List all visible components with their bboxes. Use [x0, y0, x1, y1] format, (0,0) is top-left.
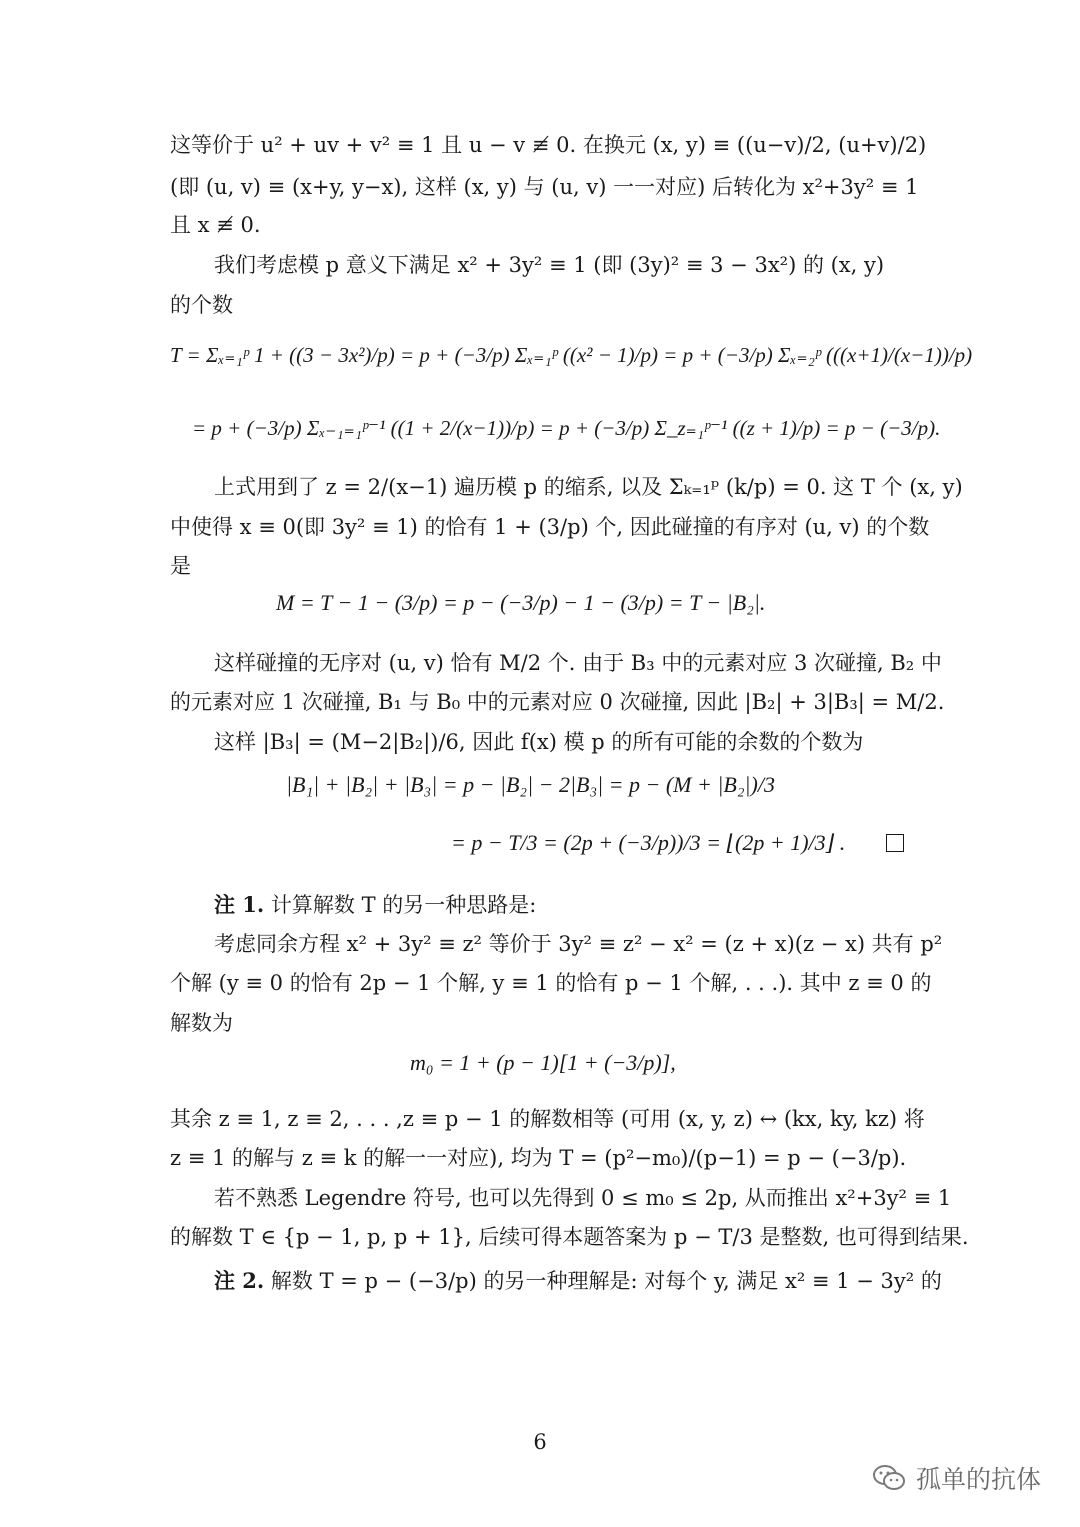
note-2-label: 注 2.	[214, 1268, 265, 1293]
paragraph-line-3: 且 x ≢ 0.	[170, 213, 261, 237]
equation-M: M = T − 1 − (3/p) = p − (−3/p) − 1 − (3/p) = T − |B₂|.	[276, 590, 766, 615]
note-1-text: 计算解数 T 的另一种思路是:	[264, 893, 537, 917]
watermark-text: 孤单的抗体	[916, 1465, 1042, 1494]
paragraph-line-17: z ≡ 1 的解与 z ≡ k 的解一一对应), 均为 T = (p²−m₀)/(p−1) = p − (−3/p).	[170, 1146, 907, 1170]
paragraph-line-19: 的解数 T ∈ {p − 1, p, p + 1}, 后续可得本题答案为 p − T/3 是整数, 也可得到结果.	[170, 1225, 969, 1249]
watermark	[872, 1458, 1041, 1498]
paragraph-line-6: 上式用到了 z = 2/(x−1) 遍历模 p 的缩系, 以及 Σₖ₌₁ᵖ (k/p) = 0. 这 T 个 (x, y)	[214, 475, 963, 499]
paragraph-line-8: 是	[170, 554, 191, 578]
paragraph-line-13: 考虑同余方程 x² + 3y² ≡ z² 等价于 3y² ≡ z² − x² = (z + x)(z − x) 共有 p²	[214, 932, 943, 956]
note-2-heading	[214, 1266, 942, 1296]
paragraph-line-10: 的元素对应 1 次碰撞, B₁ 与 B₀ 中的元素对应 0 次碰撞, 因此 |B₂| + 3|B₃| = M/2.	[170, 690, 945, 714]
note-1-heading	[214, 890, 912, 920]
paragraph-line-5: 的个数	[170, 293, 233, 317]
paragraph-line-4: 我们考虑模 p 意义下满足 x² + 3y² ≡ 1 (即 (3y)² ≡ 3 − 3x²) 的 (x, y)	[214, 253, 885, 277]
note-2-text: 解数 T = p − (−3/p) 的另一种理解是: 对每个 y, 满足 x² ≡ 1 − 3y² 的	[264, 1269, 942, 1293]
wechat-icon	[872, 1464, 906, 1492]
paragraph-line-11: 这样 |B₃| = (M−2|B₂|)/6, 因此 f(x) 模 p 的所有可能的余数的个数为	[214, 730, 864, 754]
paragraph-line-9: 这样碰撞的无序对 (u, v) 恰有 M/2 个. 由于 B₃ 中的元素对应 3 次碰撞, B₂ 中	[214, 651, 942, 675]
equation-B-line-1: |B₁| + |B₂| + |B₃| = p − |B₂| − 2|B₃| = p − (M + |B₂|)/3	[286, 772, 775, 797]
paragraph-line-18: 若不熟悉 Legendre 符号, 也可以先得到 0 ≤ m₀ ≤ 2p, 从而推出 x²+3y² ≡ 1	[214, 1186, 952, 1210]
equation-B-line-2: = p − T/3 = (2p + (−3/p))/3 = ⌊(2p + 1)/3⌋ .	[451, 830, 846, 855]
note-1-label: 注 1.	[214, 892, 265, 917]
paragraph-line-7: 中使得 x ≡ 0(即 3y² ≡ 1) 的恰有 1 + (3/p) 个, 因此碰撞的有序对 (u, v) 的个数	[170, 515, 930, 539]
equation-T-line-2: = p + (−3/p) Σₓ₋₁₌₁ᵖ⁻¹ ((1 + 2/(x−1))/p) = p + (−3/p) Σ_z₌₁ᵖ⁻¹ ((z + 1)/p) = p − (−3/p).	[192, 416, 941, 440]
qed-box	[886, 834, 904, 852]
equation-m0: m₀ = 1 + (p − 1)[1 + (−3/p)],	[410, 1050, 676, 1075]
paragraph-line-16: 其余 z ≡ 1, z ≡ 2, . . . ,z ≡ p − 1 的解数相等 (可用 (x, y, z) ↔ (kx, ky, kz) 将	[170, 1107, 925, 1131]
equation-T-line-1: T = Σₓ₌₁ᵖ 1 + ((3 − 3x²)/p) = p + (−3/p) Σₓ₌₁ᵖ ((x² − 1)/p) = p + (−3/p) Σₓ₌₂ᵖ (((x+1)/(x−1))/p)	[170, 343, 973, 367]
paragraph-line-2: (即 (u, v) ≡ (x+y, y−x), 这样 (x, y) 与 (u, v) 一一对应) 后转化为 x²+3y² ≡ 1	[170, 175, 919, 199]
paragraph-line-14: 个解 (y ≡ 0 的恰有 2p − 1 个解, y ≡ 1 的恰有 p − 1 个解, . . .). 其中 z ≡ 0 的	[170, 971, 932, 995]
paragraph-line-1: 这等价于 u² + uv + v² ≡ 1 且 u − v ≢ 0. 在换元 (x, y) ≡ ((u−v)/2, (u+v)/2)	[170, 133, 927, 157]
paragraph-line-15: 解数为	[170, 1011, 233, 1035]
page-number: 6	[533, 1430, 547, 1454]
